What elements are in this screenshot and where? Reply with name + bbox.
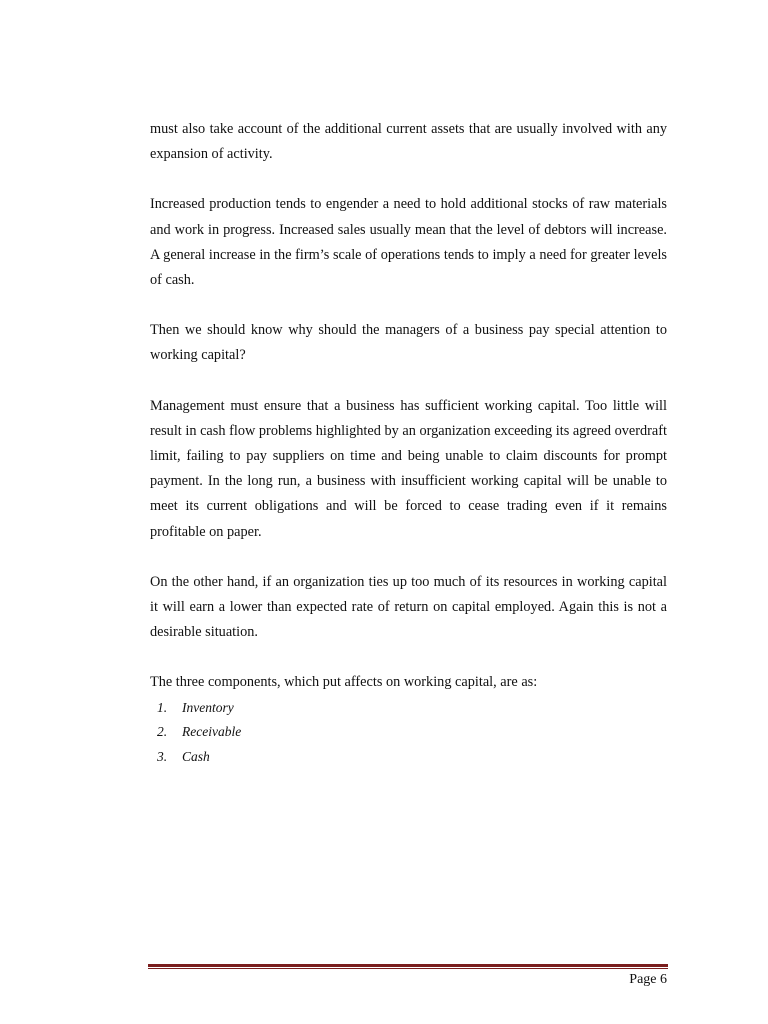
list-item (150, 696, 667, 721)
list-item-number: 1. (157, 699, 168, 715)
list-item-number: 2. (157, 724, 168, 740)
page-number: Page 6 (629, 972, 667, 987)
paragraph-increased-production: Increased production tends to engender a need to hold additional stocks of raw materials and work in progress. Increased sales usually mean that the level of debtors will increase. A general increase in the firm’s scale of operations tends to imply a need for greater levels of cash. (150, 196, 667, 289)
footer-divider-thin (148, 968, 668, 969)
footer-divider-thick (148, 964, 668, 967)
list-item-label: Cash (182, 748, 210, 764)
paragraph-three-components: The three components, which put affects on working capital, are as: (150, 674, 538, 691)
paragraph-other-hand: On the other hand, if an organization ties up too much of its resources in working capital it will earn a lower than expected rate of return on capital employed. Again this is not a desirable situation. (150, 573, 667, 641)
list-item-number: 3. (157, 748, 168, 764)
page-content (150, 117, 667, 769)
footer-divider (148, 964, 668, 970)
list-item-label: Receivable (182, 724, 242, 740)
list-item (150, 720, 667, 745)
list-item-label: Inventory (182, 699, 234, 715)
paragraph-sufficient-capital: Management must ensure that a business has sufficient working capital. Too little will result in cash flow problems highlighted by an organization exceeding its agreed overdraft limit, failing to pay suppliers on time and being unable to claim discounts for prompt payment. In the long run, a business with insufficient working capital will be unable to meet its current obligations and will be forced to cease trading even if it remains profitable on paper. (150, 397, 667, 540)
list-item (150, 745, 667, 770)
paragraph-expansion: must also take account of the additional current assets that are usually involved with any expansion of activity. (150, 121, 667, 163)
paragraph-managers-question: Then we should know why should the managers of a business pay special attention to working capital? (150, 322, 667, 364)
components-list (150, 696, 667, 770)
